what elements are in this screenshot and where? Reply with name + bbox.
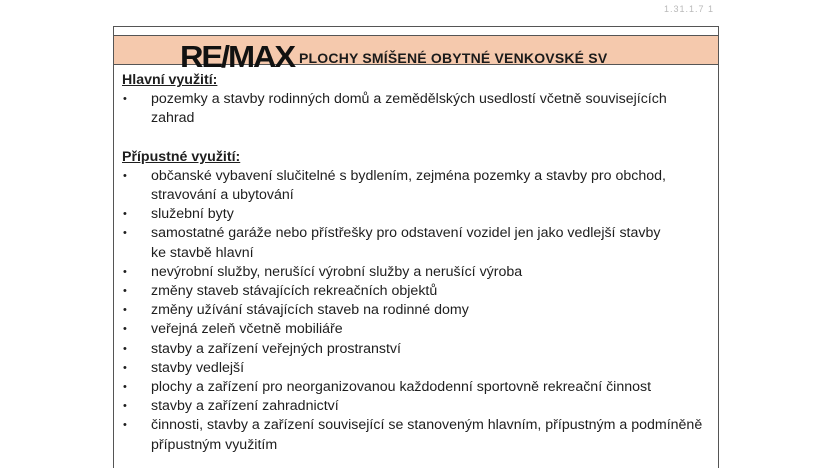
section-gap	[122, 129, 712, 148]
bullet-icon: •	[123, 93, 127, 106]
remax-logo: RE/MAX	[180, 39, 295, 74]
list-item-text: plochy a zařízení pro neorganizovanou každodenní sportovně rekreační činnost	[151, 379, 652, 396]
list-item-text: stavby vedlejší	[151, 359, 245, 376]
list-item-text: změny staveb stávajících rekreačních objektů	[151, 283, 438, 300]
bullet-icon: •	[123, 265, 127, 278]
list-item	[122, 282, 712, 301]
zone-title: PLOCHY SMÍŠENÉ OBYTNÉ VENKOVSKÉ SV	[299, 50, 608, 66]
list-item-text: veřejná zeleň včetně mobiliáře	[151, 321, 343, 338]
list-item	[122, 205, 712, 224]
bullet-icon: •	[123, 381, 127, 394]
list-item-text: ke stavbě hlavní	[151, 244, 254, 261]
list-item	[122, 90, 712, 128]
list-item	[122, 359, 712, 378]
list-item-text: pozemky a stavby rodinných domů a zemědělských usedlostí včetně souvisejících zahrad	[151, 91, 667, 127]
permitted-use-list	[122, 167, 712, 455]
list-item-text: nevýrobní služby, nerušící výrobní služby a nerušící výroba	[151, 263, 523, 280]
bullet-icon: •	[123, 169, 127, 182]
bullet-icon: •	[123, 285, 127, 298]
zone-header-band	[114, 35, 718, 74]
list-item	[122, 167, 712, 205]
corner-mark: 1.31.1.7 1	[663, 4, 714, 14]
list-item-text: přípustným využitím	[151, 436, 278, 453]
bullet-icon: •	[123, 208, 127, 221]
bullet-icon: •	[123, 323, 127, 336]
list-item-text: občanské vybavení slučitelné s bydlením, zejména pozemky a stavby pro obchod,	[151, 167, 666, 184]
bullet-icon: •	[123, 342, 127, 355]
list-item-text: činnosti, stavby a zařízení související se stanoveným hlavním, přípustným a podmíněně	[151, 417, 703, 434]
list-item-text: stavby a zařízení veřejných prostranství	[151, 340, 401, 357]
bullet-icon: •	[123, 361, 127, 374]
list-item-text: stavby a zařízení zahradnictví	[151, 398, 339, 415]
document-content	[122, 71, 712, 455]
main-use-heading: Hlavní využití:	[122, 72, 218, 88]
permitted-use-heading: Přípustné využití:	[122, 148, 241, 165]
list-item	[122, 320, 712, 339]
list-item-text: stravování a ubytování	[151, 187, 294, 204]
list-item	[122, 263, 712, 282]
bullet-icon: •	[123, 419, 127, 432]
list-item	[122, 397, 712, 416]
list-item	[122, 224, 712, 262]
bullet-icon: •	[123, 400, 127, 413]
main-use-list	[122, 90, 712, 128]
bullet-icon: •	[123, 227, 127, 240]
list-item-text: samostatné garáže nebo přístřešky pro odstavení vozidel jen jako vedlejší stavby	[151, 225, 661, 242]
list-item	[122, 301, 712, 320]
list-item	[122, 416, 712, 454]
bullet-icon: •	[123, 304, 127, 317]
list-item	[122, 378, 712, 397]
document-frame	[113, 26, 719, 468]
list-item-text: změny užívání stávajících staveb na rodinné domy	[151, 302, 469, 319]
list-item-text: služební byty	[151, 206, 234, 223]
list-item	[122, 340, 712, 359]
